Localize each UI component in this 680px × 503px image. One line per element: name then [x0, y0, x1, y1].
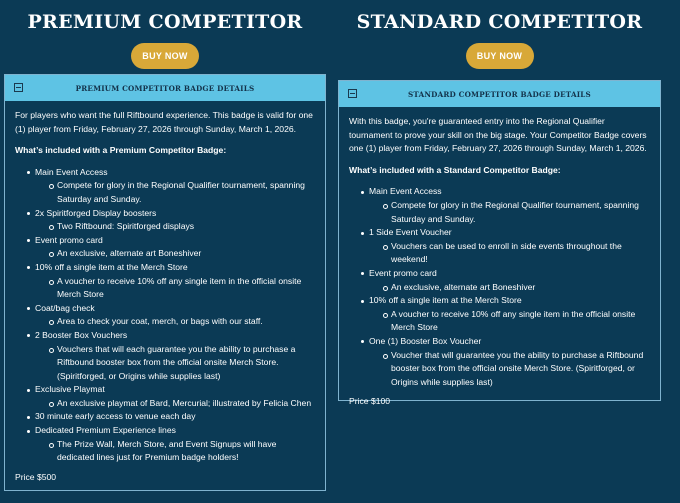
premium-price: Price $500	[15, 471, 57, 482]
standard-included-heading: What’s included with a Standard Competitor Badge:	[349, 164, 561, 175]
collapse-minus-icon[interactable]	[14, 83, 23, 92]
premium-details-panel	[4, 74, 326, 491]
list-subitem: The Prize Wall, Merch Store, and Event Signups will have dedicated lines just for Premium badge holders!	[49, 438, 315, 465]
list-subitem: Compete for glory in the Regional Qualifier tournament, spanning Saturday and Sunday.	[49, 179, 315, 206]
list-subitem: Compete for glory in the Regional Qualifier tournament, spanning Saturday and Sunday.	[383, 199, 650, 226]
list-item: Main Event Access Compete for glory in the Regional Qualifier tournament, spanning Saturday and Sunday.	[27, 166, 315, 207]
list-item: Event promo card An exclusive, alternate art Boneshiver	[27, 234, 315, 261]
standard-panel-header[interactable]	[339, 81, 660, 107]
standard-panel-body	[339, 107, 660, 409]
list-item: 2 Booster Box Vouchers Vouchers that will each guarantee you the ability to purchase a Riftbound booster box from the official onsite Merch Store. (Spiritforged, or Origins while supplies last)	[27, 329, 315, 383]
list-subitem: Vouchers that will each guarantee you the ability to purchase a Riftbound booster box from the official onsite Merch Store. (Spiritforged, or Origins while supplies last)	[49, 343, 315, 384]
standard-buy-now-button[interactable]: BUY NOW	[466, 43, 534, 69]
list-item: 10% off a single item at the Merch Store A voucher to receive 10% off any single item in the official onsite Merch Store	[361, 294, 650, 335]
premium-panel-header[interactable]	[5, 75, 325, 101]
premium-included-heading: What’s included with a Premium Competitor Badge:	[15, 145, 227, 156]
list-subitem: Two Riftbound: Spiritforged displays	[49, 220, 315, 234]
list-subitem: Vouchers can be used to enroll in side events throughout the weekend!	[383, 240, 650, 267]
list-subitem: Area to check your coat, merch, or bags with our staff.	[49, 315, 315, 329]
list-subitem: Voucher that will guarantee you the ability to purchase a Riftbound booster box from the official onsite Merch Store. (Spiritforged, or Origins while supplies last)	[383, 349, 650, 390]
premium-title: PREMIUM COMPETITOR	[27, 11, 303, 33]
list-item: Coat/bag check Area to check your coat, merch, or bags with our staff.	[27, 302, 315, 329]
list-item: 1 Side Event Voucher Vouchers can be used to enroll in side events throughout the weekend!	[361, 226, 650, 267]
standard-intro: With this badge, you're guaranteed entry into the Regional Qualifier tournament to prove your skill on the big stage. Your Competitor Badge covers one (1) player from Friday, February 27, 2026 through Sunday, March 1, 2026.	[349, 116, 647, 154]
premium-items-list	[27, 166, 315, 465]
list-item: Main Event Access Compete for glory in the Regional Qualifier tournament, spanning Saturday and Sunday.	[361, 185, 650, 226]
list-item: 2x Spiritforged Display boosters Two Riftbound: Spiritforged displays	[27, 207, 315, 234]
standard-items-list	[361, 185, 650, 389]
collapse-minus-icon[interactable]	[348, 89, 357, 98]
list-item: 30 minute early access to venue each day	[27, 410, 315, 424]
premium-panel-title: PREMIUM COMPETITOR BADGE DETAILS	[75, 83, 255, 93]
list-item: Dedicated Premium Experience lines The Prize Wall, Merch Store, and Event Signups will have dedicated lines just for Premium badge holders!	[27, 424, 315, 465]
list-subitem: An exclusive, alternate art Boneshiver	[383, 281, 650, 295]
premium-buy-now-button[interactable]: BUY NOW	[131, 43, 199, 69]
list-subitem: An exclusive playmat of Bard, Mercurial; illustrated by Felicia Chen	[49, 397, 315, 411]
list-item: 10% off a single item at the Merch Store A voucher to receive 10% off any single item in the official onsite Merch Store	[27, 261, 315, 302]
premium-intro: For players who want the full Riftbound experience. This badge is valid for one (1) player from Friday, February 27, 2026 through Sunday, March 1, 2026.	[15, 110, 313, 134]
list-subitem: A voucher to receive 10% off any single item in the official onsite Merch Store	[383, 308, 650, 335]
list-item: Exclusive Playmat An exclusive playmat of Bard, Mercurial; illustrated by Felicia Chen	[27, 383, 315, 410]
standard-panel-title: STANDARD COMPETITOR BADGE DETAILS	[408, 89, 591, 99]
list-subitem: An exclusive, alternate art Boneshiver	[49, 247, 315, 261]
list-item: One (1) Booster Box Voucher Voucher that will guarantee you the ability to purchase a Riftbound booster box from the official onsite Merch Store. (Spiritforged, or Origins while supplies last)	[361, 335, 650, 389]
standard-details-panel	[338, 80, 661, 407]
list-subitem: A voucher to receive 10% off any single item in the official onsite Merch Store	[49, 275, 315, 302]
list-item: Event promo card An exclusive, alternate art Boneshiver	[361, 267, 650, 294]
premium-panel-body	[5, 101, 325, 484]
standard-title: STANDARD COMPETITOR	[356, 11, 643, 33]
standard-price: Price $100	[349, 396, 391, 407]
